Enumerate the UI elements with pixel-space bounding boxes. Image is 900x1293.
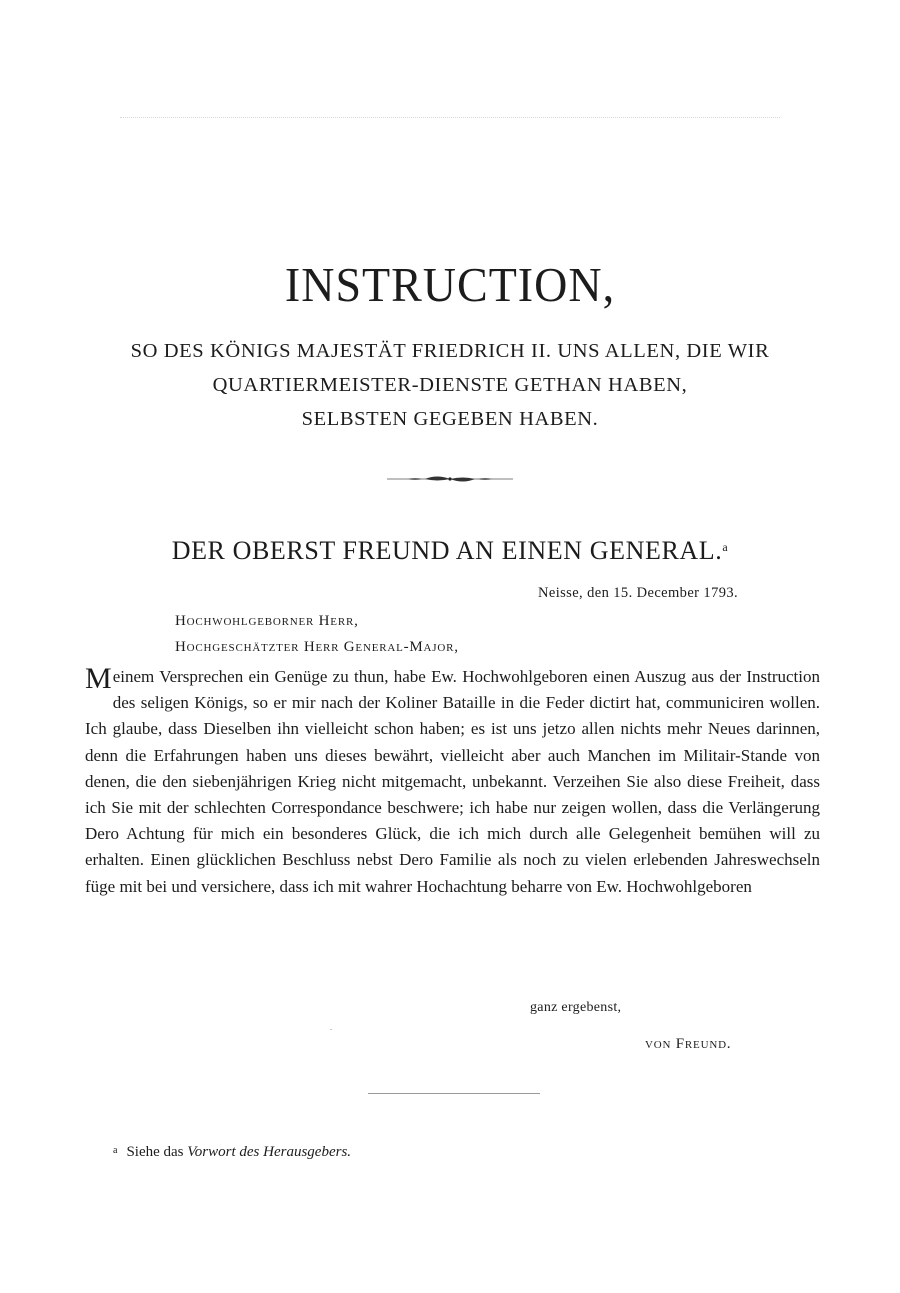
footnote-mark: a bbox=[113, 1145, 118, 1156]
letter-body bbox=[85, 664, 820, 900]
subtitle bbox=[0, 334, 900, 436]
salutation-line-2: Hochgeschätzter Herr General-Major, bbox=[175, 639, 459, 655]
salutation bbox=[175, 608, 459, 660]
footnote bbox=[113, 1144, 351, 1161]
ornamental-flourish-icon bbox=[385, 472, 515, 486]
footnote-prefix: Siehe das bbox=[126, 1144, 184, 1160]
subtitle-line-3: SELBSTEN GEGEBEN HABEN. bbox=[301, 408, 599, 430]
initial-letter: M bbox=[85, 662, 112, 695]
footnote-divider bbox=[368, 1093, 540, 1094]
letter-heading bbox=[0, 536, 900, 566]
faint-top-rule bbox=[120, 117, 780, 118]
letter-heading-text: DER OBERST FREUND AN EINEN GENERAL. bbox=[171, 536, 723, 565]
salutation-line-1: Hochwohlgeborner Herr, bbox=[175, 613, 359, 629]
closing: ganz ergebenst, bbox=[530, 1000, 622, 1015]
subtitle-line-1: SO DES KÖNIGS MAJESTÄT FRIEDRICH II. UNS ALLEN, DIE WIR bbox=[130, 340, 770, 362]
signature: von Freund. bbox=[645, 1036, 732, 1052]
page-title: INSTRUCTION, bbox=[284, 257, 616, 312]
footnote-reference: a bbox=[722, 540, 729, 554]
subtitle-line-2: QUARTIERMEISTER-DIENSTE GETHAN HABEN, bbox=[212, 374, 688, 396]
letter-body-text: einem Versprechen ein Genüge zu thun, habe Ew. Hochwohlgeboren einen Auszug aus der Instruction des seligen Königs, so er mir nach der Koliner Bataille in die Feder dictirt hat, communiciren wollen. Ich glaube, dass Dieselben ihn vielleicht schon haben; es ist uns jetzo allen nichts mehr Neues darinnen, denn die Erfahrungen haben uns dieses bewährt, vielleicht aber auch Manchen im Militair-Stande von denen, die den siebenjährigen Krieg nicht mitgemacht, unbekannt. Verzeihen Sie also diese Freiheit, dass ich Sie mit der schlechten Correspondance beschwere; ich habe nur zeigen wollen, dass die Verlängerung Dero Achtung für mich ein besonderes Glück, die ich mich durch alle Gelegenheit bemühen will zu erhalten. Einen glücklichen Beschluss nebst Dero Familie als noch zu vielen erlebenden Jahreswechseln füge mit bei und versichere, dass ich mit wahrer Hochachtung beharre von Ew. Hochwohlgeboren bbox=[85, 667, 820, 896]
stray-mark bbox=[330, 1029, 332, 1030]
footnote-italic: Vorwort des Herausgebers. bbox=[187, 1144, 352, 1160]
dateline: Neisse, den 15. December 1793. bbox=[538, 585, 739, 601]
